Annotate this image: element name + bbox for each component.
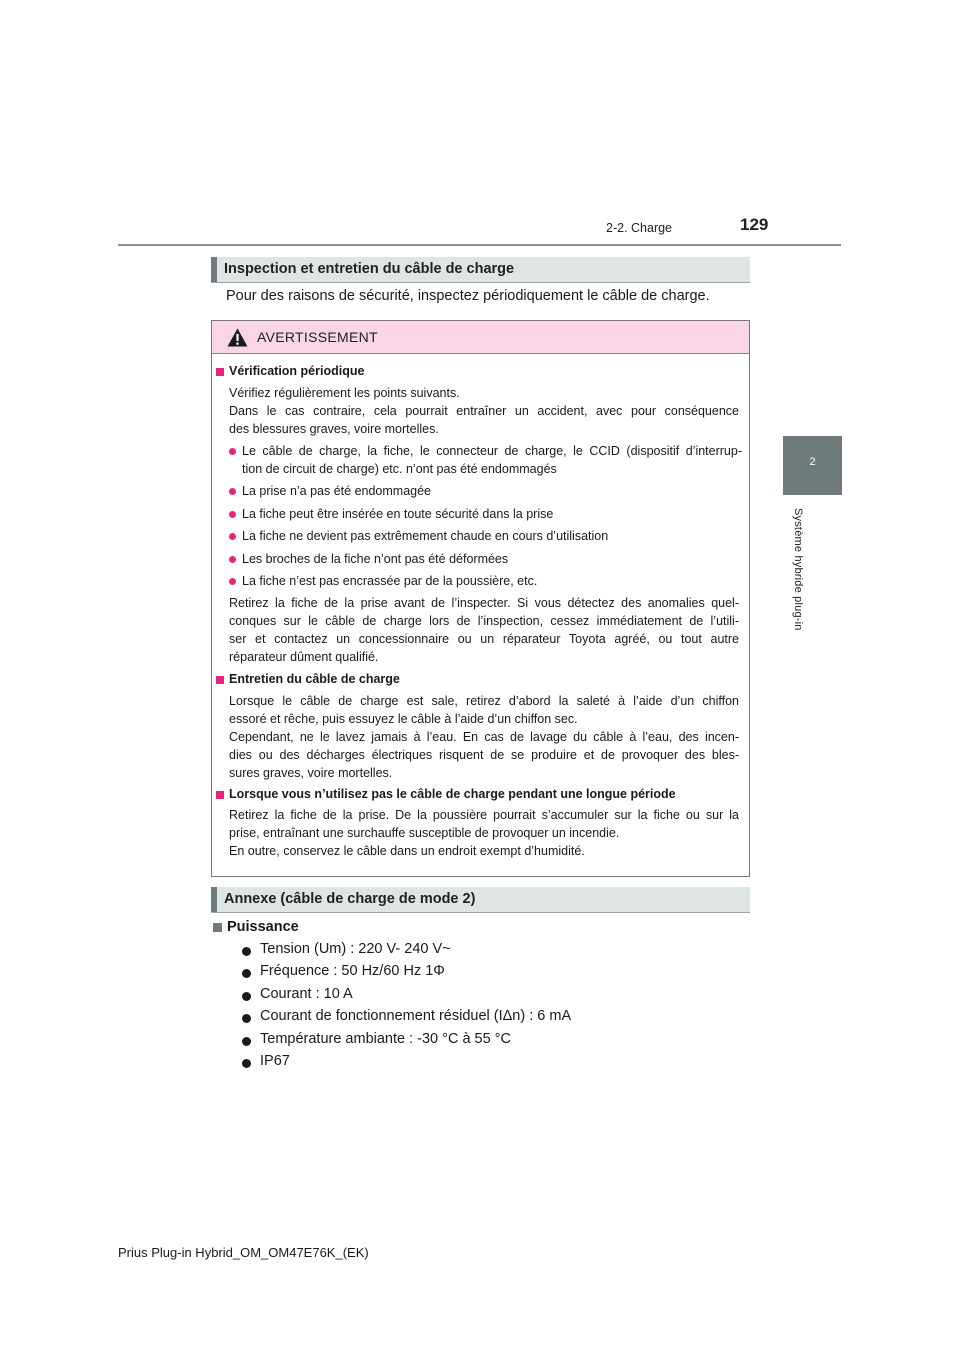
square-bullet-icon (216, 368, 224, 376)
maintenance-line: sures graves, voire mortelles. (229, 766, 393, 780)
periodic-check-title: Vérification périodique (229, 364, 365, 378)
check-item: Les broches de la fiche n’ont pas été déformées (242, 552, 509, 566)
round-bullet-icon (229, 578, 236, 585)
spec-item: Tension (Um) : 220 V- 240 V~ (260, 941, 451, 957)
periodic-after-line: Retirez la fiche de la prise avant de l’inspecter. Si vous détectez des anomalies quel- (229, 596, 739, 610)
periodic-after-line: réparateur dûment qualifié. (229, 650, 379, 664)
check-item: La fiche peut être insérée en toute sécurité dans la prise (242, 507, 554, 521)
header-divider (118, 244, 841, 246)
periodic-line: Vérifiez régulièrement les points suivants. (229, 386, 460, 400)
inspection-section-heading (211, 257, 750, 283)
spec-item: Courant de fonctionnement résiduel (IΔn) : 6 mA (260, 1008, 572, 1024)
storage-title: Lorsque vous n’utilisez pas le câble de charge pendant une longue période (229, 787, 676, 801)
round-bullet-icon (242, 1014, 251, 1023)
intro-paragraph: Pour des raisons de sécurité, inspectez périodiquement le câble de charge. (226, 288, 710, 304)
warning-header (212, 321, 749, 354)
document-footer: Prius Plug-in Hybrid_OM_OM47E76K_(EK) (118, 1245, 369, 1260)
header-section-title: 2-2. Charge (606, 221, 673, 235)
storage-line: prise, entraînant une surchauffe susceptible de provoquer un incendie. (229, 826, 620, 840)
spec-item: IP67 (260, 1053, 290, 1069)
maintenance-line: Lorsque le câble de charge est sale, retirez d’abord la saleté à l’aide d’un chiffon (229, 694, 739, 708)
page-number: 129 (740, 215, 769, 234)
round-bullet-icon (242, 992, 251, 1001)
round-bullet-icon (229, 556, 236, 563)
round-bullet-icon (242, 1037, 251, 1046)
chapter-tab-number: 2 (809, 456, 816, 468)
spec-item: Température ambiante : -30 °C à 55 °C (260, 1031, 511, 1047)
periodic-after-line: conques sur le câble de charge lors de l’inspection, cessez immédiatement de l’utili- (229, 614, 739, 628)
check-item: tion de circuit de charge) etc. n’ont pas été endommagés (242, 462, 557, 476)
chapter-side-label: Système hybride plug-in (792, 508, 804, 631)
storage-line: En outre, conservez le câble dans un endroit exempt d’humidité. (229, 844, 585, 858)
heading-accent-bar (211, 887, 217, 912)
round-bullet-icon (242, 1059, 251, 1068)
round-bullet-icon (242, 969, 251, 978)
maintenance-line: essoré et rêche, puis essuyez le câble à l’aide d’un chiffon sec. (229, 712, 578, 726)
square-bullet-icon (213, 923, 222, 932)
maintenance-line: dies ou des décharges électriques risquent de se produire et de provoquer des bles- (229, 748, 739, 762)
round-bullet-icon (229, 533, 236, 540)
annex-section-heading (211, 887, 750, 913)
periodic-after-line: ser et contactez un concessionnaire ou un réparateur Toyota agréé, ou tout autre (229, 632, 739, 646)
periodic-line: Dans le cas contraire, cela pourrait entraîner un accident, avec pour conséquence (229, 404, 739, 418)
periodic-line: des blessures graves, voire mortelles. (229, 422, 439, 436)
maintenance-title: Entretien du câble de charge (229, 672, 400, 686)
spec-item: Courant : 10 A (260, 986, 353, 1002)
power-title: Puissance (227, 919, 299, 935)
round-bullet-icon (229, 448, 236, 455)
spec-item: Fréquence : 50 Hz/60 Hz 1Φ (260, 963, 445, 979)
warning-title: AVERTISSEMENT (257, 329, 378, 345)
check-item: La fiche n’est pas encrassée par de la poussière, etc. (242, 574, 538, 588)
round-bullet-icon (229, 511, 236, 518)
warning-triangle-icon (227, 328, 248, 347)
square-bullet-icon (216, 791, 224, 799)
check-item: La fiche ne devient pas extrêmement chaude en cours d’utilisation (242, 529, 609, 543)
round-bullet-icon (229, 488, 236, 495)
heading-accent-bar (211, 257, 217, 282)
storage-line: Retirez la fiche de la prise. De la poussière pourrait s’accumuler sur la fiche ou sur la (229, 808, 739, 822)
round-bullet-icon (242, 947, 251, 956)
check-item: La prise n’a pas été endommagée (242, 484, 432, 498)
chapter-tab (783, 436, 842, 495)
annex-heading-text: Annexe (câble de charge de mode 2) (224, 891, 476, 907)
square-bullet-icon (216, 676, 224, 684)
maintenance-line: Cependant, ne le lavez jamais à l’eau. En cas de lavage du câble à l’eau, des incen- (229, 730, 739, 744)
inspection-heading-text: Inspection et entretien du câble de charge (224, 261, 515, 277)
check-item: Le câble de charge, la fiche, le connecteur de charge, le CCID (dispositif d’interrup- (242, 444, 742, 458)
